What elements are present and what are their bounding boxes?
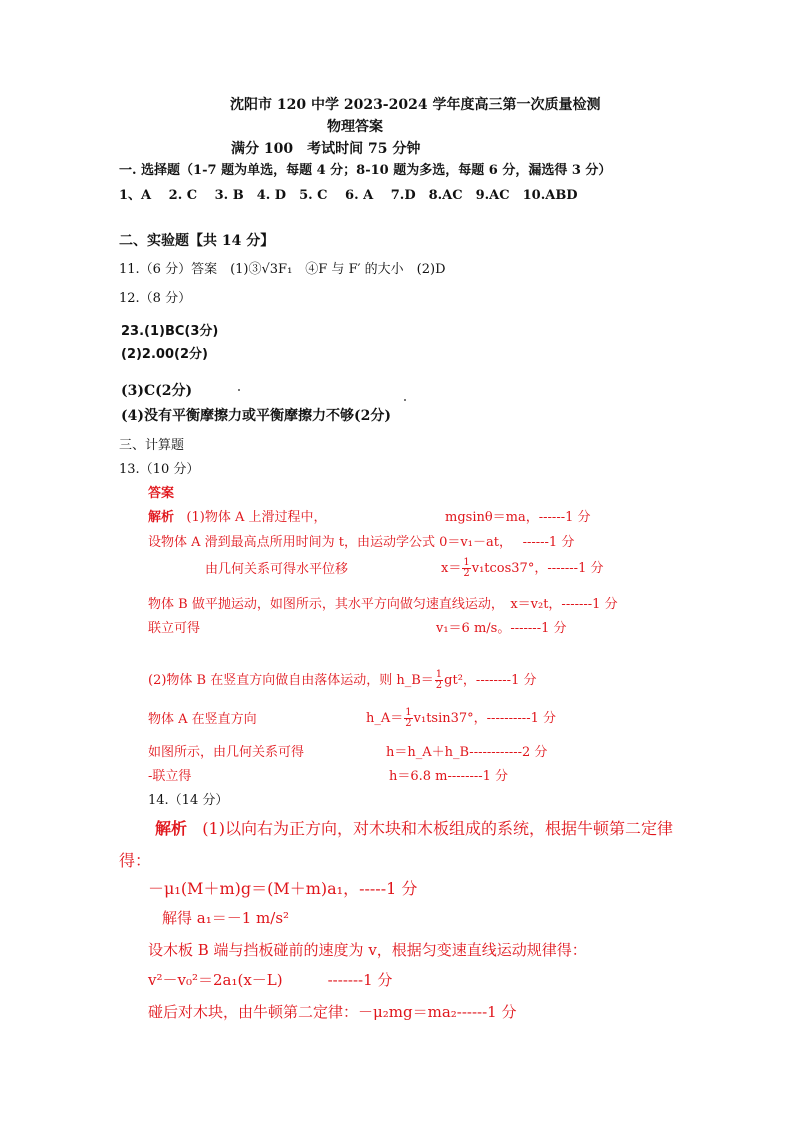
page-subtitle: 物理答案	[327, 119, 383, 135]
q13-eq-5: v₁＝6 m/s。-------1 分	[436, 621, 567, 636]
q13-line-3-text: 由几何关系可得水平位移	[205, 562, 349, 577]
q13-line-9-text: -联立得	[148, 769, 192, 784]
q12-answer-1: 23.(1)BC(3分)	[121, 324, 219, 339]
frac-num: 1	[435, 669, 443, 680]
q13-eq-8: h＝h_A＋h_B------------2 分	[386, 745, 548, 760]
eq-rhs: v₁tcos37°，-------1 分	[471, 561, 604, 576]
eq-lhs: h_A＝	[366, 711, 404, 726]
q12-title: 12.（8 分）	[119, 291, 192, 306]
eq-lhs: x＝	[441, 561, 462, 576]
fraction-half	[435, 670, 443, 691]
q13-eq-1: mgsinθ＝ma，------1 分	[445, 510, 591, 525]
q14-line-3: －μ₁(M＋m)g＝(M＋m)a₁，-----1 分	[148, 879, 418, 898]
fraction-half	[404, 708, 412, 729]
frac-den: 2	[405, 718, 412, 729]
q13-eq-3	[441, 558, 603, 579]
q14-l1-text: (1)以向右为正方向，对木块和木板组成的系统，根据牛顿第二定律	[202, 819, 673, 838]
q13-line-4: 物体 B 做平抛运动，如图所示，其水平方向做匀速直线运动， x＝v₂t，-------1 分	[148, 597, 618, 612]
scan-speck	[238, 389, 240, 391]
q12-answer-4: (4)没有平衡摩擦力或平衡摩擦力不够(2分)	[121, 408, 391, 424]
q13-title: 13.（10 分）	[119, 462, 200, 477]
eq-lhs: (2)物体 B 在竖直方向做自由落体运动，则 h_B＝	[148, 673, 434, 688]
q13-line-2: 设物体 A 滑到最高点所用时间为 t，由运动学公式 0＝v₁－at， ------1 分	[148, 535, 575, 550]
q14-line-6: v²－v₀²＝2a₁(x－L) -------1 分	[148, 971, 393, 989]
q13-l1-left: (1)物体 A 上滑过程中，	[186, 510, 327, 525]
q14-line-1	[155, 819, 673, 838]
q14-line-7: 碰后对木块，由牛顿第二定律：－μ₂mg＝ma₂------1 分	[148, 1003, 517, 1021]
q14-title: 14.（14 分）	[148, 793, 229, 808]
frac-num: 1	[405, 707, 412, 718]
q14-line-5: 设木板 B 端与挡板碰前的速度为 v，根据匀变速直线运动规律得：	[148, 941, 587, 959]
frac-den: 2	[463, 568, 470, 579]
frac-den: 2	[435, 680, 443, 691]
q13-line-5-text: 联立可得	[148, 621, 201, 636]
choice-answers: 1、A 2. C 3. B 4. D 5. C 6. A 7.D 8.AC 9.AC 10.ABD	[119, 188, 578, 203]
exam-meta: 满分 100 考试时间 75 分钟	[231, 141, 421, 157]
q11-answer: 11.（6 分）答案 (1)③√3F₁ ④F 与 F′ 的大小 (2)D	[119, 262, 446, 277]
q14-line-2: 得：	[119, 851, 152, 870]
q13-answer-label: 答案	[148, 486, 175, 501]
q13-line-1	[148, 510, 327, 526]
section2-heading: 二、实验题【共 14 分】	[119, 233, 275, 249]
frac-num: 1	[463, 557, 470, 568]
section3-heading: 三、计算题	[119, 438, 185, 453]
q13-eq-9: h＝6.8 m--------1 分	[389, 769, 509, 784]
q13-line-7-text: 物体 A 在竖直方向	[148, 712, 257, 727]
fraction-half	[462, 558, 470, 579]
page-title: 沈阳市 120 中学 2023-2024 学年度高三第一次质量检测	[230, 97, 601, 113]
q12-answer-2: (2)2.00(2分)	[121, 347, 208, 362]
q13-analysis-label: 解析	[148, 510, 175, 525]
q13-line-8-text: 如图所示，由几何关系可得	[148, 745, 305, 760]
section1-heading: 一. 选择题（1-7 题为单选，每题 4 分；8-10 题为多选，每题 6 分，漏选得 3 分）	[119, 163, 612, 178]
scan-speck	[404, 399, 406, 401]
q12-answer-3: (3)C(2分)	[121, 383, 193, 399]
eq-rhs: gt²，--------1 分	[444, 673, 537, 688]
eq-rhs: v₁tsin37°，----------1 分	[413, 711, 556, 726]
q14-analysis-label: 解析	[155, 819, 188, 838]
q14-line-4: 解得 a₁＝－1 m/s²	[162, 909, 290, 927]
q13-eq-7	[366, 708, 556, 729]
q13-line-6	[148, 670, 536, 691]
